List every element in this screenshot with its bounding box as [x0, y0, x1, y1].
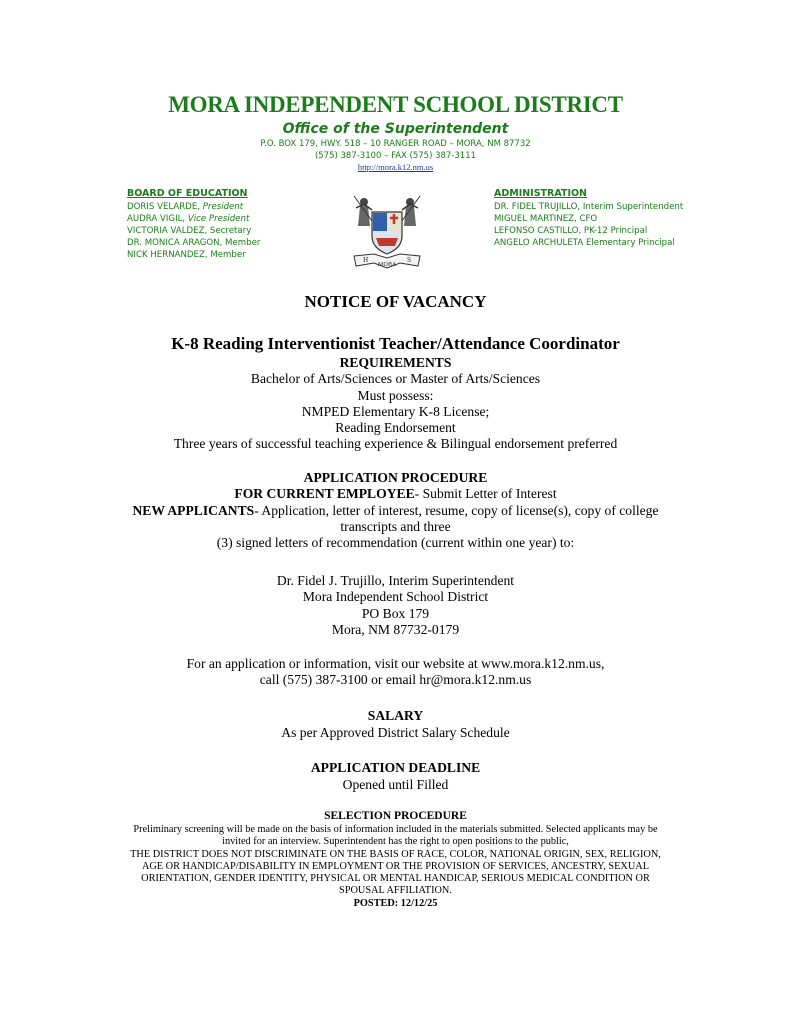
requirement-line: NMPED Elementary K-8 License;: [301, 403, 490, 419]
mailing-line: Mora, NM 87732-0179: [331, 621, 460, 637]
board-member: DORIS VELARDE, President: [127, 202, 244, 213]
crest-banner-text: MORA: [377, 262, 397, 268]
salary-heading: SALARY: [367, 708, 424, 723]
info-line: For an application or information, visit our website at www.mora.k12.nm.us,: [186, 656, 605, 671]
district-crest-icon: [350, 192, 424, 270]
admin-member: DR. FIDEL TRUJILLO, Interim Superintendent: [494, 202, 684, 213]
board-of-education: [127, 188, 260, 262]
new-applicants-line-3: (3) signed letters of recommendation (current within one year) to:: [216, 535, 575, 551]
selection-line: ORIENTATION, GENDER IDENTITY, PHYSICAL OR MENTAL HANDICAP, SERIOUS MEDICAL CONDITION OR: [141, 873, 650, 885]
selection-line: SPOUSAL AFFILIATION.: [339, 885, 452, 897]
procedure-heading: APPLICATION PROCEDURE: [303, 470, 488, 485]
deadline-section: [0, 759, 791, 793]
office-title: Office of the Superintendent: [282, 121, 509, 137]
administration-heading: ADMINISTRATION: [494, 188, 588, 199]
board-member: VICTORIA VALDEZ, Secretary: [127, 226, 252, 237]
contact-info: [0, 656, 791, 689]
mailing-address: [0, 573, 791, 638]
mailing-line: Mora Independent School District: [302, 589, 489, 605]
district-name: MORA INDEPENDENT SCHOOL DISTRICT: [168, 92, 623, 117]
district-address: P.O. BOX 179, HWY. 518 – 10 RANGER ROAD – MORA, NM 87732: [260, 139, 531, 149]
mailing-line: PO Box 179: [361, 605, 430, 621]
board-member: NICK HERNANDEZ, Member: [127, 250, 246, 261]
requirement-line: Bachelor of Arts/Sciences or Master of Arts/Sciences: [250, 371, 541, 387]
new-applicants-line: NEW APPLICANTS- Application, letter of interest, resume, copy of license(s), copy of college: [132, 502, 659, 518]
board-heading: BOARD OF EDUCATION: [127, 188, 248, 199]
selection-line: AGE OR HANDICAP/DISABILITY IN EMPLOYMENT OR THE PROVISION OF SERVICES, ANCESTRY, SEXUAL: [141, 860, 650, 872]
selection-heading: SELECTION PROCEDURE: [324, 810, 467, 822]
selection-procedure-text: [90, 824, 701, 910]
application-procedure-section: [0, 470, 791, 551]
crest-letter-h: H: [363, 257, 369, 264]
board-member: DR. MONICA ARAGON, Member: [127, 238, 261, 249]
requirement-line: Must possess:: [357, 387, 434, 403]
new-applicants-line-2: transcripts and three: [340, 518, 451, 534]
requirements-section: [0, 355, 791, 453]
salary-section: [0, 707, 791, 741]
requirements-heading: REQUIREMENTS: [339, 355, 452, 370]
board-member: AUDRA VIGIL, Vice President: [127, 214, 250, 225]
mailing-line: Dr. Fidel J. Trujillo, Interim Superintendent: [276, 573, 515, 588]
requirement-line: Three years of successful teaching experience & Bilingual endorsement preferred: [173, 436, 618, 452]
selection-line: invited for an interview. Superintendent has the right to open positions to the public,: [222, 836, 569, 848]
position-title: K-8 Reading Interventionist Teacher/Attendance Coordinator: [171, 334, 620, 353]
selection-line: Preliminary screening will be made on the basis of information included in the materials submitted. Selected applicants may be: [133, 824, 658, 835]
salary-text: As per Approved District Salary Schedule: [281, 725, 510, 740]
district-phone-fax: (575) 387-3100 – FAX (575) 387-3111: [314, 151, 477, 161]
notice-title: NOTICE OF VACANCY: [304, 292, 487, 311]
admin-member: LEFONSO CASTILLO, PK-12 Principal: [494, 226, 648, 237]
requirement-line: Reading Endorsement: [335, 420, 456, 436]
current-employee-line: FOR CURRENT EMPLOYEE- Submit Letter of Interest: [234, 486, 557, 502]
deadline-heading: APPLICATION DEADLINE: [310, 760, 481, 775]
selection-line: THE DISTRICT DOES NOT DISCRIMINATE ON THE BASIS OF RACE, COLOR, NATIONAL ORIGIN, SEX, RELIGION,: [130, 848, 661, 860]
crest-letter-s: S: [407, 257, 412, 264]
posted-date: POSTED: 12/12/25: [353, 897, 438, 909]
admin-member: MIGUEL MARTINEZ, CFO: [494, 214, 598, 225]
district-website-link[interactable]: http://mora.k12.nm.us: [357, 162, 434, 172]
deadline-text: Opened until Filled: [342, 777, 449, 792]
admin-member: ANGELO ARCHULETA Elementary Principal: [494, 238, 675, 249]
administration: [494, 188, 683, 249]
info-line: call (575) 387-3100 or email hr@mora.k12.nm.us: [259, 672, 532, 688]
